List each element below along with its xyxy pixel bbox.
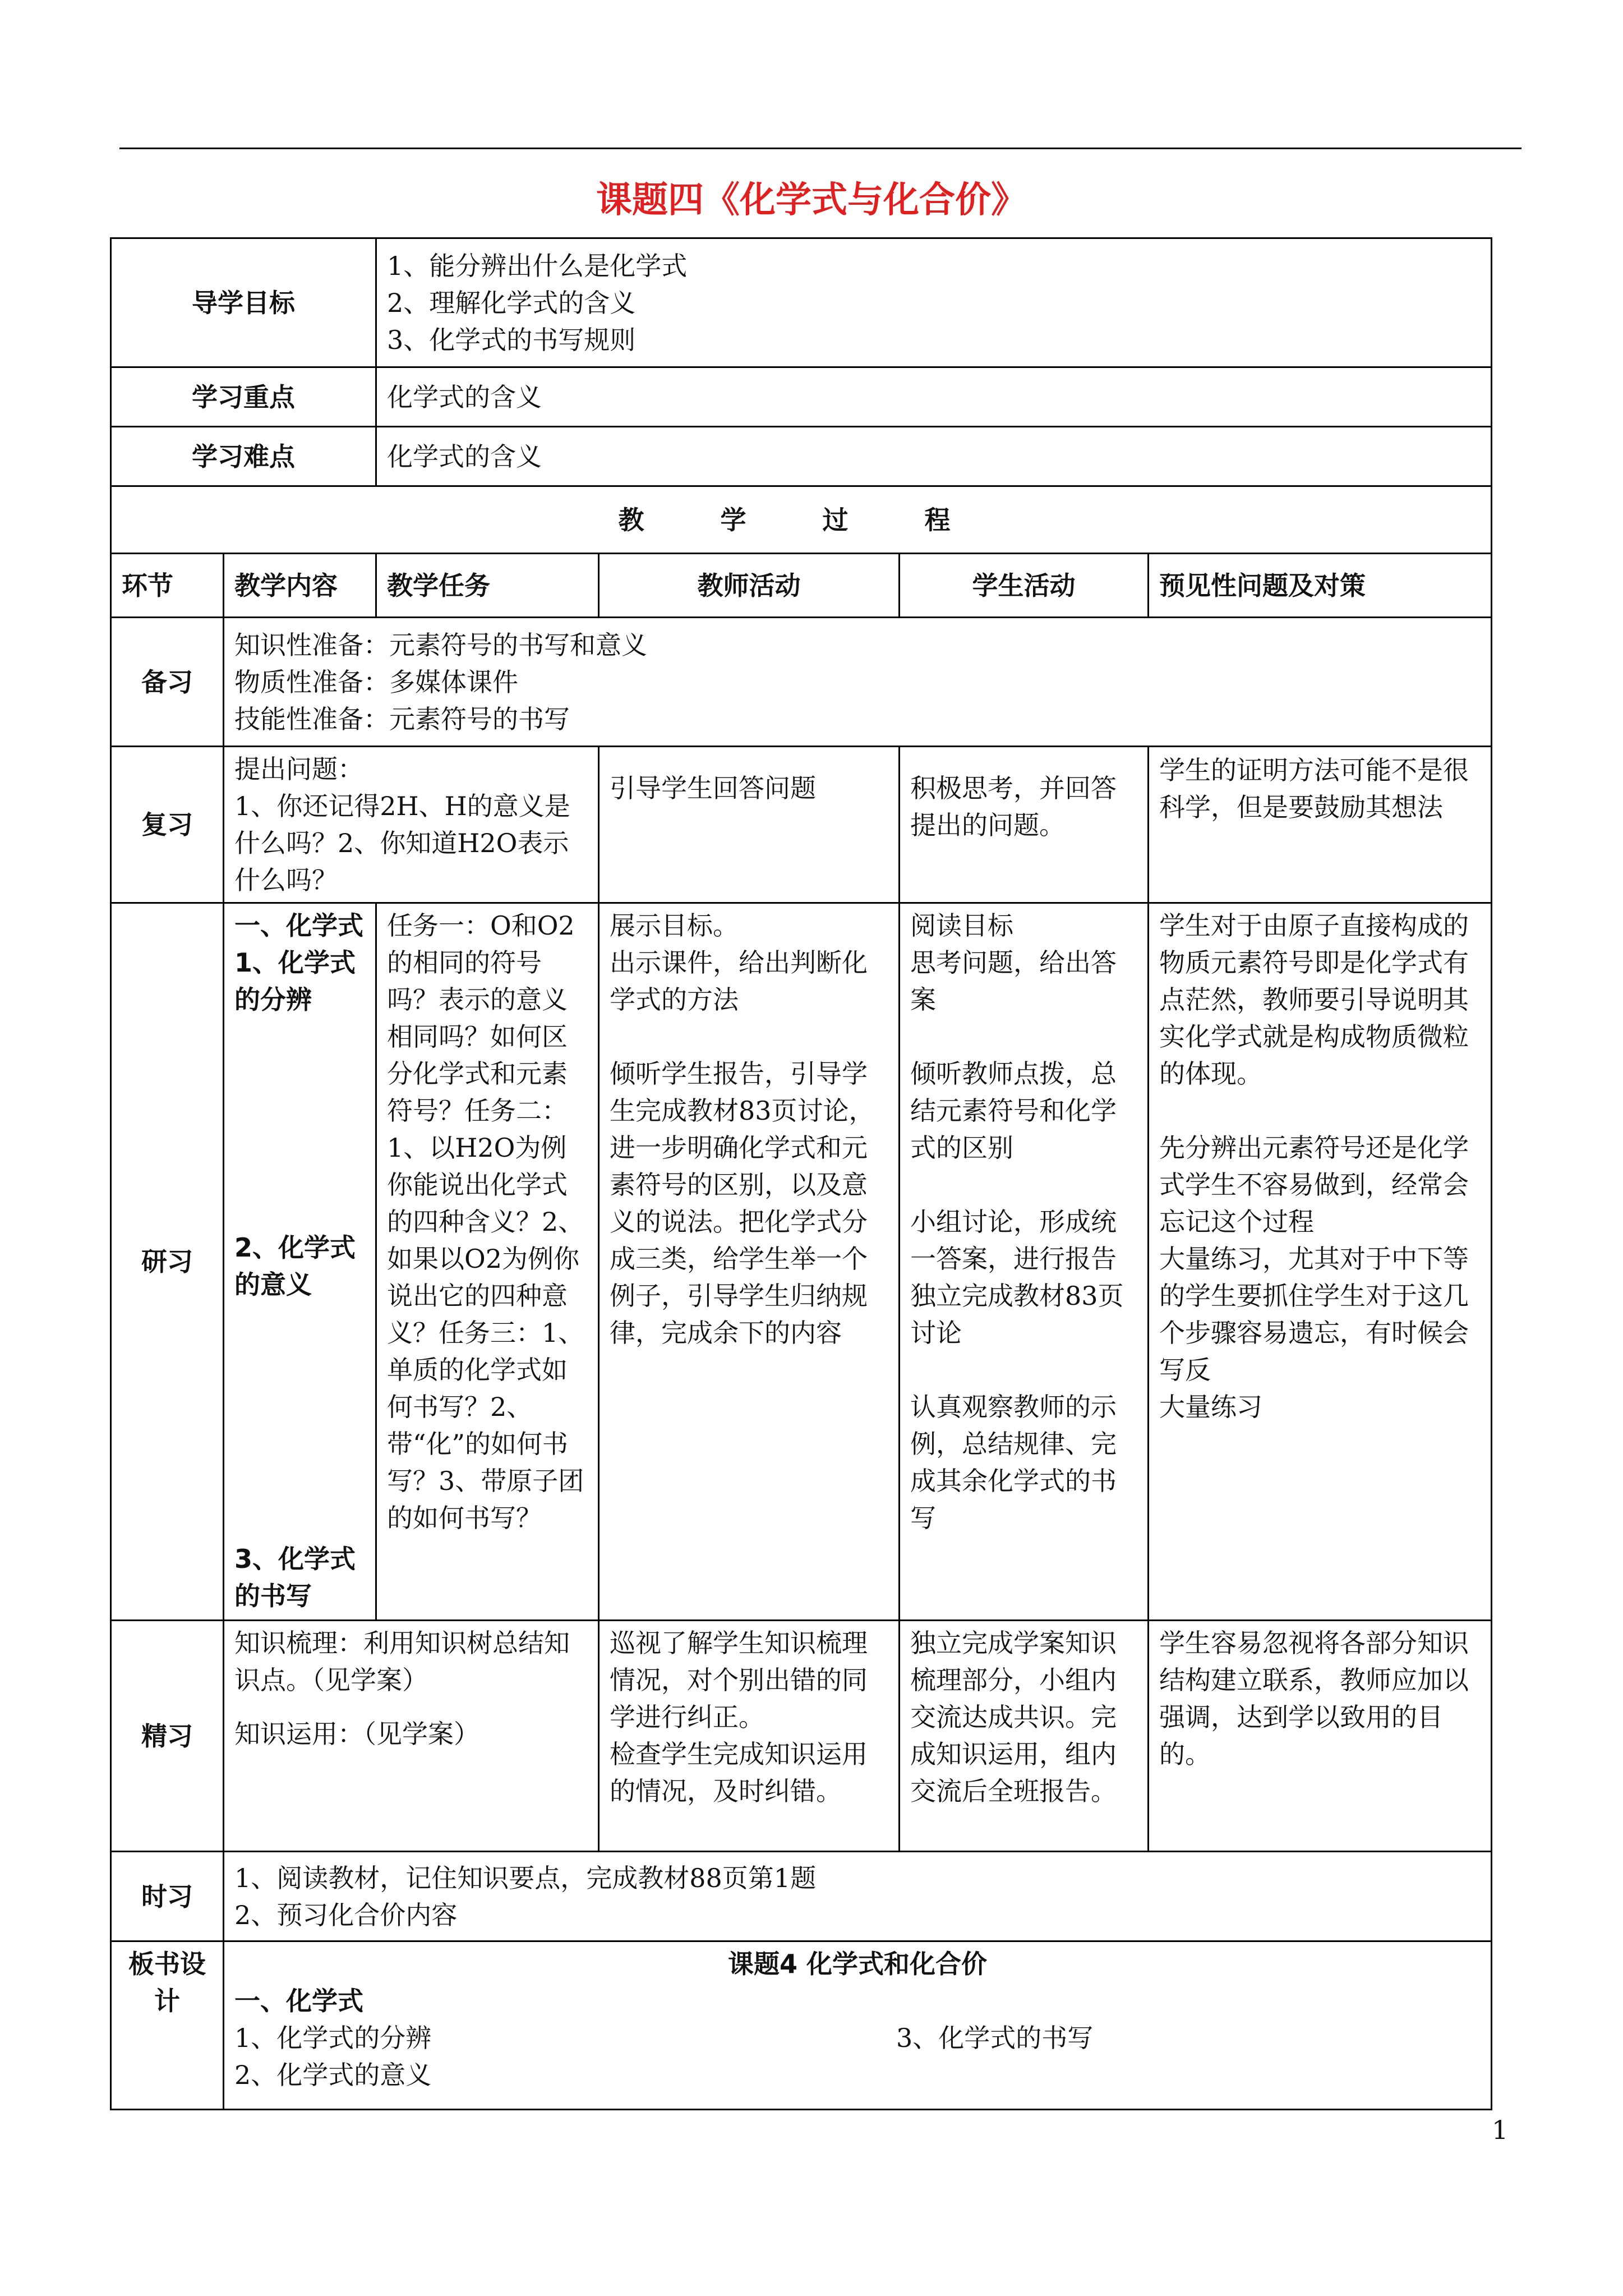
spacer (910, 1166, 1137, 1203)
practice-content-line: 知识梳理：利用知识树总结知识点。（见学案） (234, 1628, 570, 1695)
spacer (910, 1018, 1137, 1055)
issues-line: 先分辨出元素符号还是化学式学生不容易做到，经常会忘记这个过程 (1159, 1133, 1469, 1237)
column-header: 学生活动 (900, 554, 1149, 618)
review-content (224, 747, 599, 903)
study-content (224, 903, 376, 1621)
header-rule (119, 148, 1521, 149)
review-label: 复习 (111, 747, 224, 903)
study-teacher-activity (599, 903, 900, 1621)
study-tasks: 任务一：O和O2的相同的符号吗？表示的意义相同吗？如何区分化学式和元素符号？任务二：1、以H2O为例你能说出化学式的四种含义？2、如果以O2为例你说出它的四种意义？任务三：1、单质的化学式如何书写？2、带“化”的如何书写？3、带原子团的如何书写？ (376, 903, 599, 1621)
practice-label: 精习 (111, 1621, 224, 1852)
column-header: 环节 (111, 554, 224, 618)
spacer (910, 1351, 1137, 1388)
goal-item: 1、能分辨出什么是化学式 (387, 250, 688, 281)
column-header: 教学内容 (224, 554, 376, 618)
practice-row (111, 1621, 1492, 1852)
study-content-item: 2、化学式的意义 (234, 1232, 356, 1300)
student-activity-line: 阅读目标 (910, 910, 1013, 941)
practice-student-activity: 独立完成学案知识梳理部分，小组内交流达成共识。完成知识运用，组内交流后全班报告。 (900, 1621, 1149, 1852)
board-title: 课题4 化学式和化合价 (728, 1949, 988, 1979)
practice-teacher-activity (599, 1621, 900, 1852)
prep-content (224, 618, 1492, 747)
goals-label: 导学目标 (111, 238, 376, 367)
difficulty-value: 化学式的含义 (376, 427, 1492, 486)
board-item-row (234, 2019, 1481, 2056)
student-activity-line: 小组讨论，形成统一答案，进行报告独立完成教材83页讨论 (910, 1207, 1124, 1348)
board-label: 板书设计 (111, 1941, 224, 2110)
practice-content (224, 1621, 599, 1852)
teacher-activity-line: 倾听学生报告，引导学生完成教材83页讨论，进一步明确化学式和元素符号的区别，以及意义的说法。把化学式分成三类，给学生举一个例子，引导学生归纳规律，完成余下的内容 (610, 1059, 875, 1348)
practice-teacher-line: 检查学生完成知识运用的情况，及时纠错。 (610, 1739, 868, 1806)
key-point-row (111, 367, 1492, 427)
column-header: 教学任务 (376, 554, 599, 618)
prep-line: 技能性准备：元素符号的书写 (234, 703, 570, 734)
student-activity-line: 认真观察教师的示例，总结规律、完成其余化学式的书写 (910, 1392, 1117, 1533)
issues-line: 大量练习，尤其对于中下等的学生要抓住学生对于这几个步骤容易遗忘，有时候会写反 (1159, 1244, 1469, 1385)
study-issues (1149, 903, 1492, 1621)
homework-row (111, 1852, 1492, 1941)
teacher-activity-line: 展示目标。 (610, 910, 739, 941)
issues-line: 大量练习 (1159, 1392, 1262, 1422)
prep-label: 备习 (111, 618, 224, 747)
prep-line: 物质性准备：多媒体课件 (234, 666, 518, 697)
review-questions: 1、你还记得2H、H的意义是什么吗？2、你知道H2O表示什么吗？ (234, 791, 570, 895)
board-item: 2、化学式的意义 (234, 2060, 432, 2090)
difficulty-row (111, 427, 1492, 486)
board-heading: 一、化学式 (234, 1986, 363, 2016)
study-content-heading: 一、化学式 (234, 910, 363, 941)
homework-line: 1、阅读教材，记住知识要点，完成教材88页第1题 (234, 1862, 817, 1893)
study-row (111, 903, 1492, 1621)
review-issues: 学生的证明方法可能不是很科学，但是要鼓励其想法 (1149, 747, 1492, 903)
goals-row (111, 238, 1492, 367)
column-header: 预见性问题及对策 (1149, 554, 1492, 618)
spacer (234, 1699, 588, 1715)
prep-line: 知识性准备：元素符号的书写和意义 (234, 629, 647, 660)
spacer (1159, 1092, 1481, 1129)
board-row (111, 1941, 1492, 2110)
homework-content (224, 1852, 1492, 1941)
study-content-item: 3、化学式的书写 (234, 1544, 356, 1611)
board-content (224, 1941, 1492, 2110)
prep-row (111, 618, 1492, 747)
issues-line: 学生对于由原子直接构成的物质元素符号即是化学式有点茫然，教师要引导说明其实化学式就是构成物质微粒的体现。 (1159, 910, 1469, 1089)
homework-line: 2、预习化合价内容 (234, 1899, 458, 1930)
study-content-item: 1、化学式的分辨 (234, 947, 356, 1015)
review-row (111, 747, 1492, 903)
board-item: 3、化学式的书写 (896, 2023, 1094, 2053)
goal-item: 3、化学式的书写规则 (387, 324, 636, 355)
board-item: 1、化学式的分辨 (234, 2023, 432, 2053)
review-student-activity: 积极思考，并回答提出的问题。 (900, 747, 1149, 903)
goal-item: 2、理解化学式的含义 (387, 287, 636, 318)
practice-issues: 学生容易忽视将各部分知识结构建立联系，教师应加以强调，达到学以致用的目的。 (1149, 1621, 1492, 1852)
review-teacher-activity: 引导学生回答问题 (599, 747, 900, 903)
difficulty-label: 学习难点 (111, 427, 376, 486)
process-header: 教 学 过 程 (111, 486, 1492, 554)
student-activity-line: 倾听教师点拨，总结元素符号和化学式的区别 (910, 1059, 1117, 1163)
page-number: 1 (1492, 2115, 1509, 2145)
column-header-row (111, 554, 1492, 618)
column-header: 教师活动 (599, 554, 900, 618)
practice-content-line: 知识运用：（见学案） (234, 1719, 479, 1749)
study-label: 研习 (111, 903, 224, 1621)
review-question-intro: 提出问题： (234, 754, 363, 784)
goals-list (376, 238, 1492, 367)
practice-teacher-line: 巡视了解学生知识梳理情况，对个别出错的同学进行纠正。 (610, 1628, 868, 1732)
teacher-activity-line: 出示课件，给出判断化学式的方法 (610, 947, 868, 1015)
homework-label: 时习 (111, 1852, 224, 1941)
spacer (610, 1018, 888, 1055)
key-point-label: 学习重点 (111, 367, 376, 427)
student-activity-line: 思考问题，给出答案 (910, 947, 1117, 1015)
process-header-row (111, 486, 1492, 554)
key-point-value: 化学式的含义 (376, 367, 1492, 427)
lesson-plan-table (110, 237, 1492, 2110)
study-student-activity (900, 903, 1149, 1621)
document-title: 课题四《化学式与化合价》 (596, 180, 1027, 221)
